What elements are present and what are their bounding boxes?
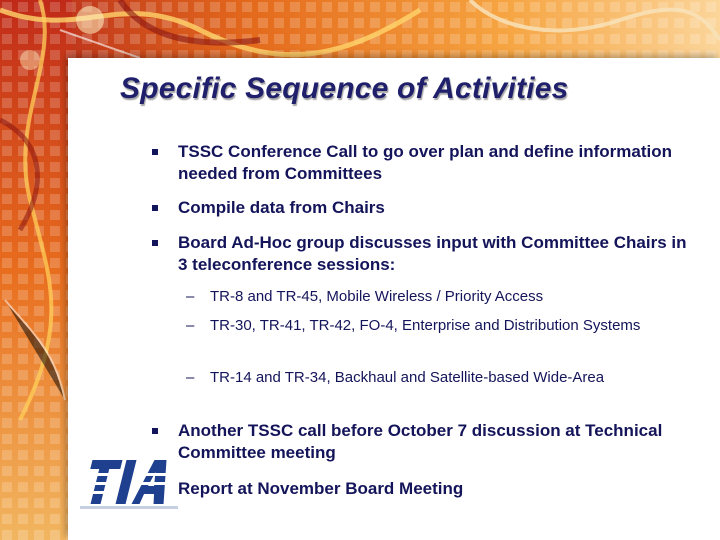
tia-logo-icon: [74, 446, 184, 518]
sub-bullet-text: TR-30, TR-41, TR-42, FO-4, Enterprise and Distribution Systems: [210, 317, 641, 334]
bullet-text: Compile data from Chairs: [178, 198, 385, 217]
bullet-text: Board Ad-Hoc group discusses input with Committee Chairs in 3 teleconference sessions:: [178, 233, 687, 274]
square-bullet-icon: [152, 149, 158, 155]
bullet-item: [178, 197, 698, 219]
sub-bullet-text: TR-14 and TR-34, Backhaul and Satellite-based Wide-Area: [210, 369, 605, 386]
sub-bullet-item: [186, 285, 690, 308]
square-bullet-icon: [152, 205, 158, 211]
slide-title: Specific Sequence of Activities: [120, 72, 569, 105]
dash-marker: –: [186, 288, 195, 305]
bullet-item: [178, 232, 698, 276]
dash-marker: –: [186, 317, 195, 334]
bullet-text: TSSC Conference Call to go over plan and define information needed from Committees: [178, 142, 672, 183]
bullet-item: [178, 420, 698, 464]
dash-marker: –: [186, 369, 195, 386]
square-bullet-icon: [152, 428, 158, 434]
bullet-item: [178, 478, 698, 500]
bullet-item: [178, 141, 698, 185]
sub-bullet-item: [186, 366, 690, 389]
bullet-text: Report at November Board Meeting: [178, 479, 464, 498]
sub-bullet-item: [186, 314, 690, 337]
sub-bullet-text: TR-8 and TR-45, Mobile Wireless / Priority Access: [210, 288, 544, 305]
square-bullet-icon: [152, 240, 158, 246]
bullet-text: Another TSSC call before October 7 discussion at Technical Committee meeting: [178, 421, 663, 462]
